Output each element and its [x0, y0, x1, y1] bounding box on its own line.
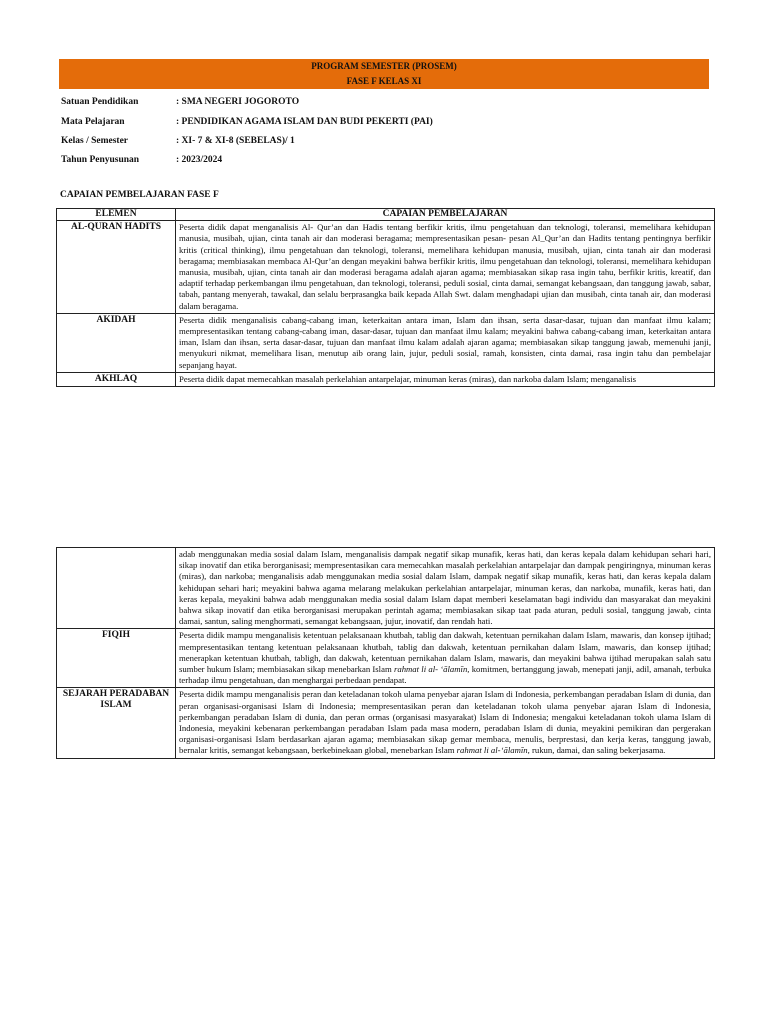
capaian-table-continued: [56, 547, 715, 759]
table-row: [57, 629, 715, 688]
info-value: : SMA NEGERI JOGOROTO: [176, 97, 300, 107]
element-description: [176, 629, 715, 688]
capaian-table: [56, 208, 715, 387]
section-title: CAPAIAN PEMBELAJARAN FASE F: [60, 190, 219, 200]
element-name: FIQIH: [57, 629, 176, 688]
element-description: adab menggunakan media sosial dalam Islam, menganalisis dampak negatif sikap munafik, keras hati, dan keras kepala dalam kehidupan sehari hari, sikap inovatif dan etika berorganisasi; mempresentasikan cara memecahkan masalah perkelahian antarpelajar dan dampak pengiringnya, minuman keras (miras), dan narkoba; menganalisis adab menggunakan media sosial dalam Islam, dampak negatif sikap munafik, keras hati, dan keras kepala dalam kehidupan sehari hari; meyakini bahwa agama melarang melakukan perkelahian antarpelajar, minuman keras, dan narkoba, munafik, keras hati, dan keras kepala, meyakini bahwa adab menggunakan media sosial dalam Islam dapat memberi keselamatan bagi individu dan masyarakat dan meyakini bahwa sikap inovatif dan etika berorganisasi merupakan perintah agama; membiasakan sikap taat pada aturan, peduli sosial, tanggung jawab, cinta damai, santun, saling menghormati, semangat kebangsaan, jujur, inovatif, dan rendah hati.: [176, 548, 715, 629]
element-name: AKHLAQ: [57, 372, 176, 386]
description-italic: rahmat li al-‘ālamīn: [456, 745, 528, 756]
info-value: : PENDIDIKAN AGAMA ISLAM DAN BUDI PEKERTI (PAI): [176, 117, 433, 127]
element-name: AL-QURAN HADITS: [57, 221, 176, 314]
info-label: Satuan Pendidikan: [61, 97, 139, 107]
element-name: AKIDAH: [57, 313, 176, 372]
element-description-cell: [176, 372, 715, 386]
table-row: [57, 372, 715, 386]
description-text: Peserta didik mampu menganalisis peran dan keteladanan tokoh ulama penyebar ajaran Islam di Indonesia, perkembangan peradaban Islam di dunia, dan peran organisasi-organisasi Islam di Indonesia; mempresentasikan peran dan keteladanan tokoh ulama penyebar ajaran Islam di Indonesia, perkembangan peradaban Islam di dunia, dan peran ormas (organisasi masyarakat) Islam di Indonesia; mengakui keteladanan tokoh ulama Islam di Indonesia, meyakini kebenaran perkembangan peradaban Islam pada masa modern, peradaban Islam di dunia, meyakini pemikiran dan pergerakan organisasi-organisasi Islam berdasarkan ajaran agama; membiasakan sikap gemar membaca, menulis, berprestasi, dan kerja keras, tanggung jawab, bernalar kritis, semangat kebangsaan, berkebinekaan global, menebarkan Islam: [179, 689, 711, 756]
element-name: SEJARAH PERADABAN ISLAM: [57, 688, 176, 758]
header-band: [59, 59, 709, 89]
column-header-capaian: CAPAIAN PEMBELAJARAN: [176, 209, 715, 221]
description-text-end: , rukun, damai, dan saling bekerjasama.: [527, 745, 666, 756]
table-row: [57, 548, 715, 629]
table-row: [57, 313, 715, 372]
element-description: Peserta didik dapat menganalisis Al- Qur’an dan Hadis tentang berfikir kritis, ilmu pengetahuan dan teknologi, toleransi, memelihara kehidupan manusia, musibah, ujian, cinta tanah air dan moderasi beragama; mempresentasikan pesan- pesan Al_Qur’an dan Hadits tentang pentingnya berfikir kritis (critical thinking), ilmu pengetahuan dan teknologi, toleransi, memelihara kehidupan manusia, musibah, ujian, cinta tanah air dan moderasi beragama; membiasakan membaca Al-Qur’an dengan meyakini bahwa berfikir kritis, ilmu pengetahuan dan teknologi, toleransi, memelihara kehidupan manusia, musibah, ujian, cinta tanah air dan moderasi beragama adalah ajaran agama; membiasakan sikap rasa ingin tahu, berfikir kritis, kreatif, dan adaptif terhadap perkembangan ilmu pengetahuan, dan teknologi, toleransi, peduli sosial, cinta damai, semangat kebangsaan, dan tanggung jawab, sabar, tabah, pantang menyerah, tawakal, dan selalu berprasangka baik kepada Allah Swt. dalam menghadapi ujian dan musibah, cinta tanah air, dan moderasi dalam beragama.: [176, 221, 715, 314]
info-value: : 2023/2024: [176, 155, 223, 165]
info-label: Kelas / Semester: [61, 136, 129, 146]
element-description: [176, 688, 715, 758]
description-italic: rahmat li al- ‘ālamīn: [393, 664, 468, 675]
column-header-elemen: ELEMEN: [57, 209, 176, 221]
table-row: [57, 221, 715, 314]
element-description: Peserta didik dapat memecahkan masalah perkelahian antarpelajar, minuman keras (miras), dan narkoba dalam Islam; menganalisis: [179, 373, 637, 384]
table-row: [57, 688, 715, 758]
description-text-end: , komitmen, bertanggung jawab, menepati janji, adil, amanah, terbuka terhadap ilmu pengetahuan, dan menghargai perbedaan pendapat.: [179, 664, 712, 686]
info-label: Tahun Penyusunan: [61, 155, 140, 165]
element-name-empty: [57, 548, 176, 629]
info-label: Mata Pelajaran: [61, 117, 125, 127]
header-title: PROGRAM SEMESTER (PROSEM): [311, 61, 457, 71]
info-value: : XI- 7 & XI-8 (SEBELAS)/ 1: [176, 136, 295, 146]
description-text: Peserta didik mampu menganalisis ketentuan pelaksanaan khutbah, tablig dan dakwah, ketentuan pernikahan dalam Islam, mawaris, dan konsep ijtihad; mempresentasikan tentang ketentuan pelaksanaan khutbah, tablig dan dakwah, ketentuan pernikahan dalam Islam, mawaris, dan konsep ijtihad; menerapkan ketentuan khutbah, tabligh, dan dakwah, ketentuan pernikahan dalam Islam, mawaris, dan meyakini bahwa ijtihad merupakan salah satu sumber hukum Islam; membiasakan sikap menebarkan Islam: [179, 630, 711, 675]
header-subtitle: FASE F KELAS XI: [346, 76, 422, 86]
element-description: Peserta didik menganalisis cabang-cabang iman, keterkaitan antara iman, Islam dan ihsan, serta dasar-dasar, tujuan dan manfaat ilmu kalam; mempresentasikan tentang cabang-cabang iman, dasar-dasar, tujuan dan manfaat ilmu kalam; meyakini bahwa cabang-cabang iman, keterkaitan antara iman, Islam dan ihsan, serta dasar-dasar, tujuan dan manfaat ilmu kalam adalah ajaran agama; membiasakan sikap tanggung jawab, memenuhi janji, menyukuri nikmat, memelihara lisan, menutup aib orang lain, jujur, peduli sosial, ramah, konsisten, cinta damai, rasa ingin tahu dan pembelajar sepanjang hayat.: [176, 313, 715, 372]
table-header-row: [57, 209, 715, 221]
